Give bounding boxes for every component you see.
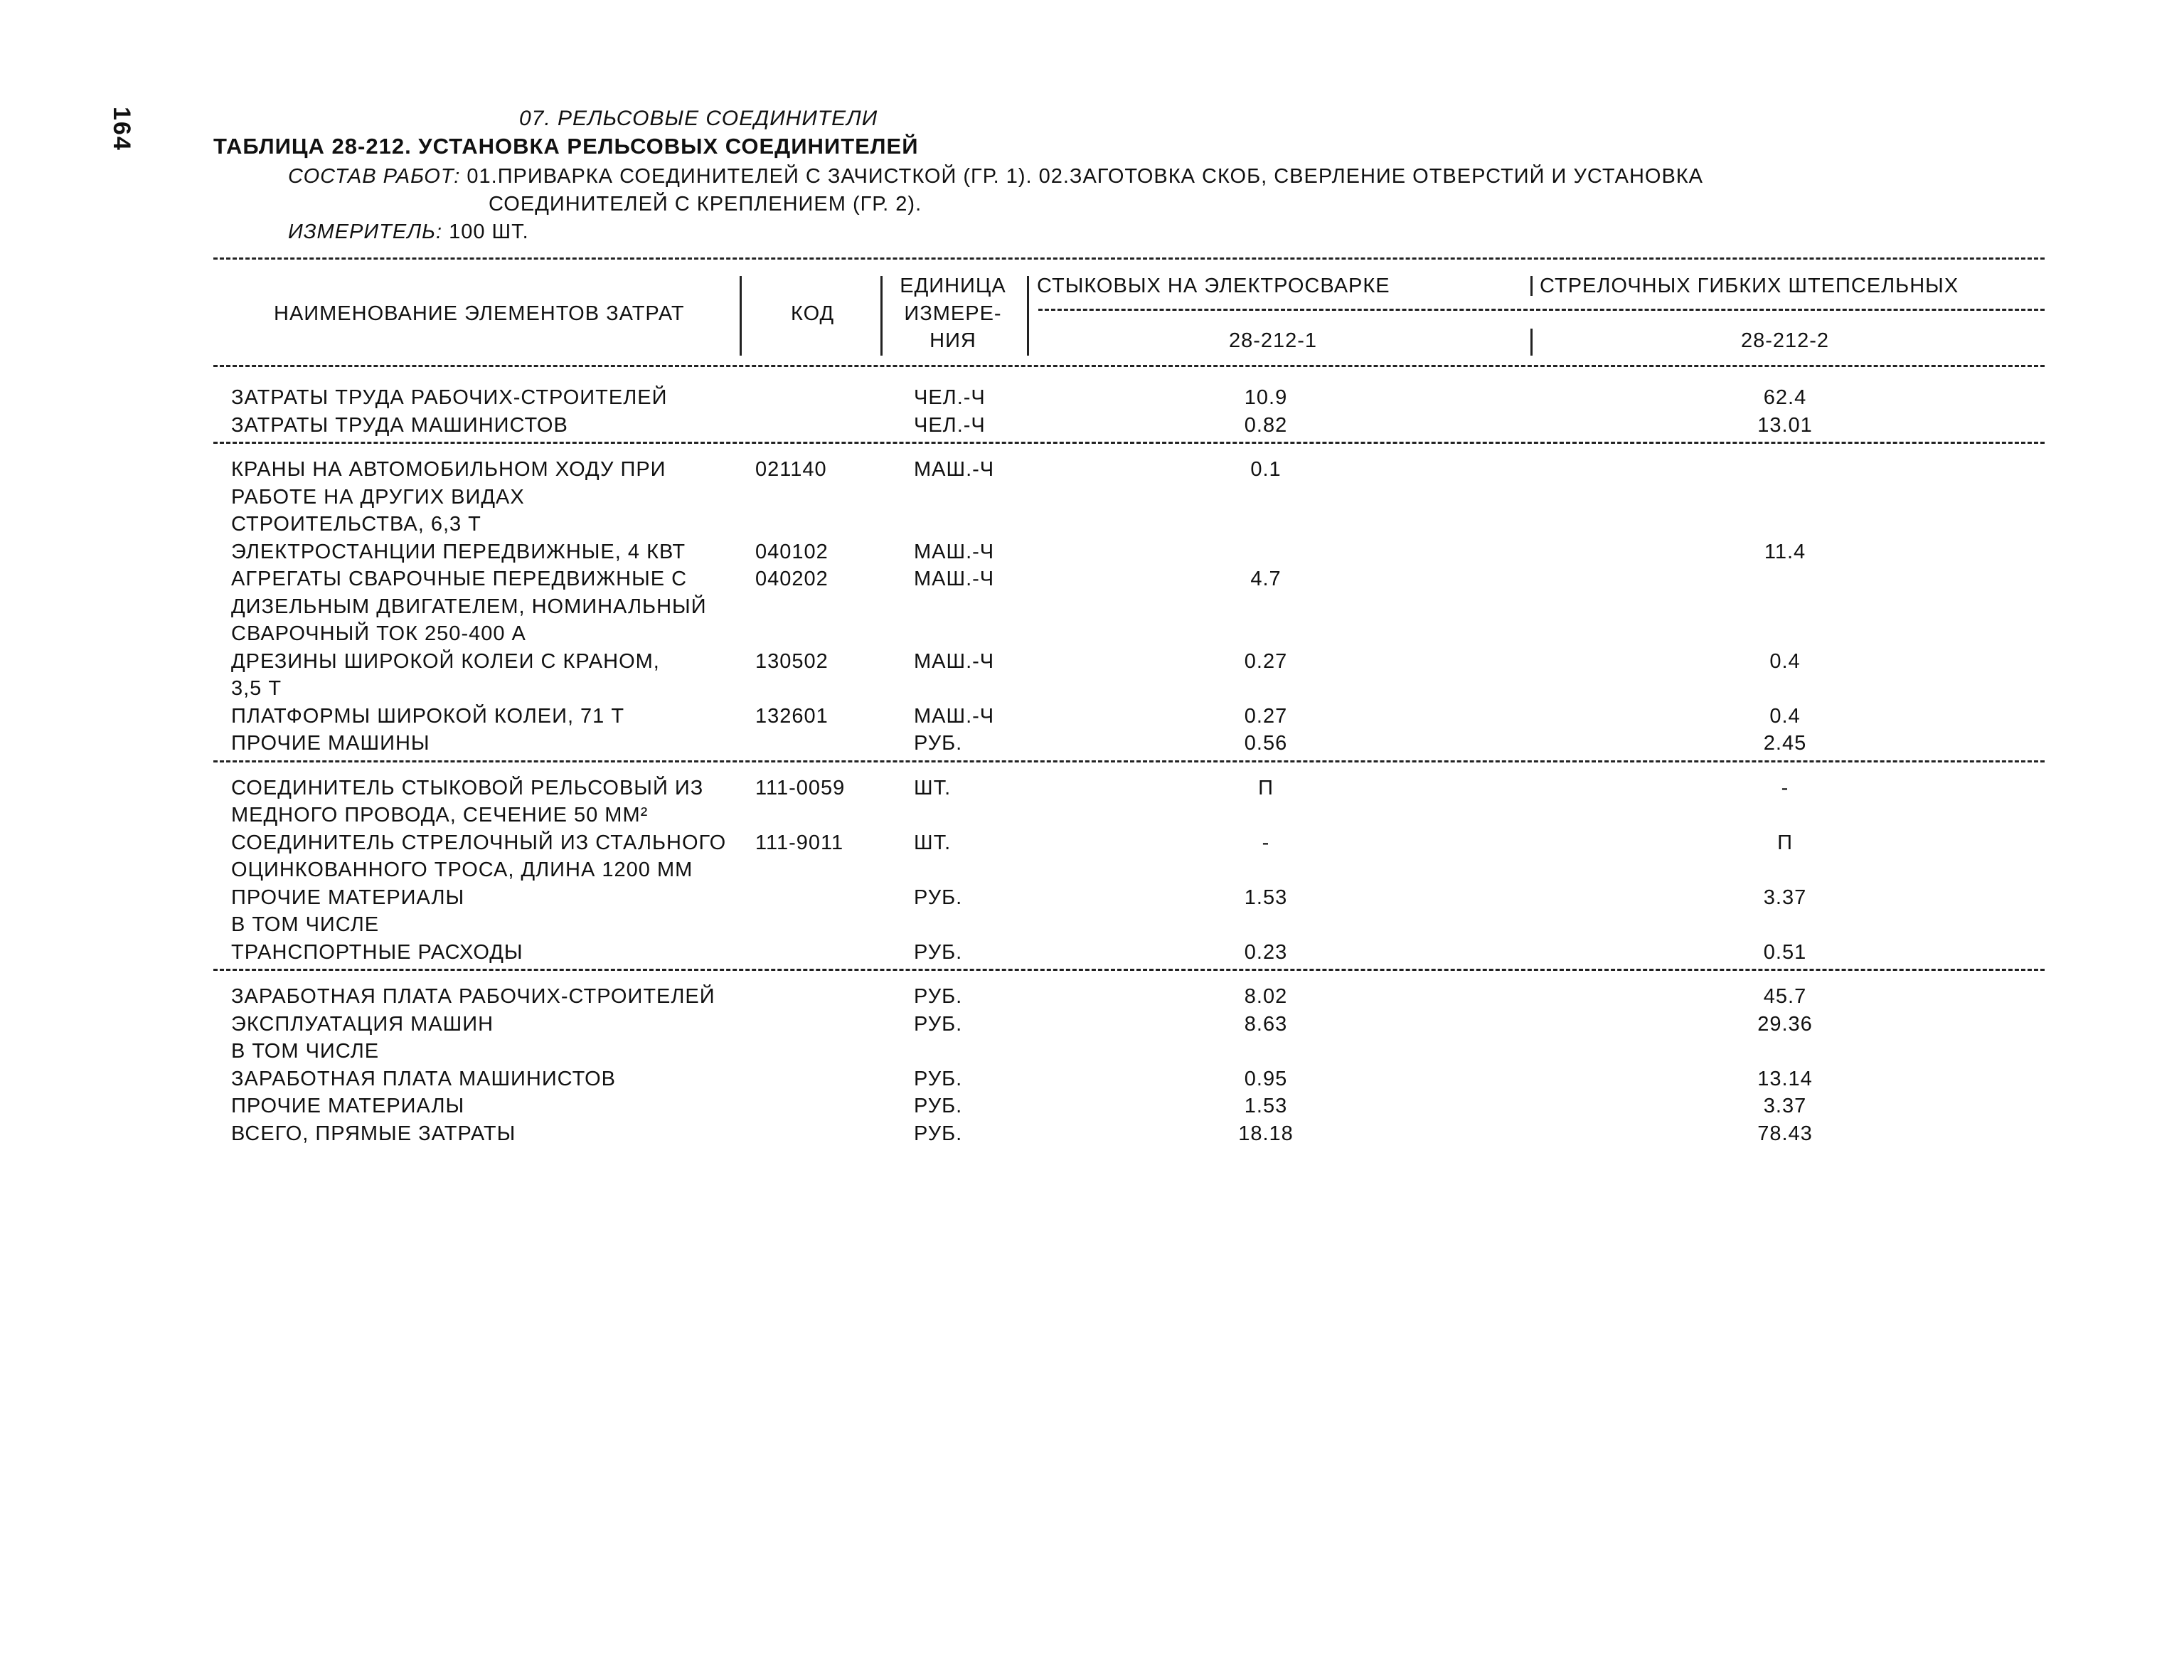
row-name: ЗАТРАТЫ ТРУДА РАБОЧИХ-СТРОИТЕЛЕЙ [231, 386, 668, 409]
header-column-1: СТЫКОВЫХ НА ЭЛЕКТРОСВАРКЕ [1037, 275, 1390, 297]
row-name: В ТОМ ЧИСЛЕ [231, 913, 380, 936]
work-composition-line-1 [288, 165, 1703, 188]
row-value-2: 13.01 [1757, 413, 1813, 437]
row-code: 040102 [755, 540, 829, 563]
row-value-1: 0.1 [1250, 458, 1282, 481]
row-value-2: 2.45 [1763, 732, 1807, 755]
row-value-1: 18.18 [1238, 1122, 1294, 1145]
row-unit: РУБ. [914, 1122, 963, 1145]
header-top-rule [213, 257, 2045, 260]
row-value-1: 10.9 [1244, 386, 1288, 409]
header-column-2: СТРЕЛОЧНЫХ ГИБКИХ ШТЕПСЕЛЬНЫХ [1540, 275, 1959, 297]
row-value-1: 0.27 [1244, 649, 1288, 673]
row-name: СВАРОЧНЫЙ ТОК 250-400 А [231, 622, 526, 645]
row-name: МЕДНОГО ПРОВОДА, СЕЧЕНИЕ 50 ММ² [231, 804, 649, 826]
measure-line [288, 220, 529, 244]
row-unit: ЧЕЛ.-Ч [914, 386, 986, 409]
row-name: ПЛАТФОРМЫ ШИРОКОЙ КОЛЕИ, 71 Т [231, 704, 625, 728]
row-name: СОЕДИНИТЕЛЬ СТЫКОВОЙ РЕЛЬСОВЫЙ ИЗ [231, 776, 704, 799]
row-name: 3,5 Т [231, 677, 282, 700]
header-divider [1530, 329, 1533, 356]
row-value-2: 62.4 [1763, 386, 1807, 409]
work-composition-label: СОСТАВ РАБОТ: [288, 165, 461, 188]
group-separator [213, 969, 2045, 971]
row-value-2: П [1777, 831, 1793, 854]
row-unit: РУБ. [914, 985, 963, 1008]
header-divider [1530, 276, 1533, 296]
table-title: ТАБЛИЦА 28-212. УСТАНОВКА РЕЛЬСОВЫХ СОЕДИНИТЕЛЕЙ [213, 134, 919, 159]
header-unit-1: ЕДИНИЦА [900, 275, 1006, 297]
row-value-2: 0.4 [1769, 649, 1801, 673]
page-number: 164 [108, 107, 135, 151]
header-unit-3: НИЯ [929, 329, 976, 352]
row-unit: РУБ. [914, 940, 963, 964]
row-unit: РУБ. [914, 1095, 963, 1117]
header-name: НАИМЕНОВАНИЕ ЭЛЕМЕНТОВ ЗАТРАТ [274, 302, 685, 325]
row-value-1: П [1258, 776, 1274, 799]
row-name: ЗАТРАТЫ ТРУДА МАШИНИСТОВ [231, 413, 568, 437]
row-unit: РУБ. [914, 1012, 963, 1036]
header-code: КОД [791, 302, 835, 325]
header-divider [880, 276, 883, 356]
row-unit: ЧЕЛ.-Ч [914, 413, 986, 437]
row-value-1: 4.7 [1250, 568, 1282, 590]
row-name: СТРОИТЕЛЬСТВА, 6,3 Т [231, 513, 481, 536]
row-value-2: 45.7 [1763, 985, 1807, 1008]
row-name: ВСЕГО, ПРЯМЫЕ ЗАТРАТЫ [231, 1122, 516, 1145]
row-value-1: 0.56 [1244, 732, 1288, 755]
row-unit: МАШ.-Ч [914, 540, 995, 563]
row-name: ЭЛЕКТРОСТАНЦИИ ПЕРЕДВИЖНЫЕ, 4 КВТ [231, 540, 686, 563]
row-value-2: 3.37 [1763, 1095, 1807, 1117]
row-name: ОЦИНКОВАННОГО ТРОСА, ДЛИНА 1200 ММ [231, 858, 693, 881]
row-value-1: 8.02 [1244, 985, 1288, 1008]
row-name: ЗАРАБОТНАЯ ПЛАТА МАШИНИСТОВ [231, 1067, 616, 1090]
row-value-2: 29.36 [1757, 1012, 1813, 1036]
measure-value: 100 ШТ. [449, 220, 529, 243]
header-column-1-code: 28-212-1 [1228, 329, 1318, 352]
row-value-2: 78.43 [1757, 1122, 1813, 1145]
row-unit: МАШ.-Ч [914, 704, 995, 728]
group-separator [213, 442, 2045, 444]
row-unit: РУБ. [914, 1067, 963, 1090]
row-unit: РУБ. [914, 732, 963, 755]
row-code: 021140 [755, 458, 827, 481]
measure-label: ИЗМЕРИТЕЛЬ: [288, 220, 443, 243]
row-name: ТРАНСПОРТНЫЕ РАСХОДЫ [231, 940, 523, 964]
row-value-1: 0.95 [1244, 1067, 1288, 1090]
row-name: ПРОЧИЕ МАШИНЫ [231, 732, 430, 755]
header-mid-rule [1038, 309, 2045, 311]
row-unit: ШТ. [914, 831, 952, 854]
header-column-2-code: 28-212-2 [1740, 329, 1830, 352]
row-value-2: - [1781, 776, 1789, 799]
row-name: АГРЕГАТЫ СВАРОЧНЫЕ ПЕРЕДВИЖНЫЕ С [231, 568, 688, 590]
row-unit: МАШ.-Ч [914, 649, 995, 673]
row-value-2: 11.4 [1764, 540, 1806, 563]
row-name: В ТОМ ЧИСЛЕ [231, 1040, 380, 1063]
row-unit: ШТ. [914, 776, 952, 799]
row-name: ЭКСПЛУАТАЦИЯ МАШИН [231, 1012, 494, 1036]
work-composition-line-2: СОЕДИНИТЕЛЕЙ С КРЕПЛЕНИЕМ (ГР. 2). [489, 193, 922, 216]
row-value-2: 3.37 [1763, 886, 1807, 909]
row-name: ДИЗЕЛЬНЫМ ДВИГАТЕЛЕМ, НОМИНАЛЬНЫЙ [231, 595, 707, 618]
row-name: ПРОЧИЕ МАТЕРИАЛЫ [231, 1095, 465, 1117]
row-name: ДРЕЗИНЫ ШИРОКОЙ КОЛЕИ С КРАНОМ, [231, 649, 660, 673]
header-bottom-rule [213, 365, 2045, 367]
row-value-1: 1.53 [1244, 1095, 1288, 1117]
row-code: 040202 [755, 568, 829, 590]
row-value-1: 8.63 [1244, 1012, 1288, 1036]
row-unit: РУБ. [914, 886, 963, 909]
row-value-1: 1.53 [1244, 886, 1288, 909]
group-separator [213, 760, 2045, 762]
row-value-2: 0.4 [1769, 704, 1801, 728]
header-unit-2: ИЗМЕРЕ- [904, 302, 1002, 325]
row-value-1: - [1262, 831, 1270, 854]
row-code: 111-0059 [755, 776, 846, 799]
header-divider [1027, 276, 1029, 356]
work-composition-text: 01.ПРИВАРКА СОЕДИНИТЕЛЕЙ С ЗАЧИСТКОЙ (ГР. 1). 02.ЗАГОТОВКА СКОБ, СВЕРЛЕНИЕ ОТВЕРСТИЙ И УСТАНОВКА [467, 165, 1704, 188]
row-code: 132601 [755, 704, 829, 728]
row-unit: МАШ.-Ч [914, 458, 995, 481]
header-divider [740, 276, 742, 356]
row-unit: МАШ.-Ч [914, 568, 995, 590]
section-title: 07. РЕЛЬСОВЫЕ СОЕДИНИТЕЛИ [519, 107, 878, 130]
row-code: 111-9011 [755, 831, 844, 854]
row-value-2: 0.51 [1763, 940, 1807, 964]
row-name: ЗАРАБОТНАЯ ПЛАТА РАБОЧИХ-СТРОИТЕЛЕЙ [231, 985, 715, 1008]
row-code: 130502 [755, 649, 829, 673]
row-value-2: 13.14 [1757, 1067, 1813, 1090]
row-name: ПРОЧИЕ МАТЕРИАЛЫ [231, 886, 465, 909]
row-name: СОЕДИНИТЕЛЬ СТРЕЛОЧНЫЙ ИЗ СТАЛЬНОГО [231, 831, 727, 854]
row-name: РАБОТЕ НА ДРУГИХ ВИДАХ [231, 485, 525, 509]
row-value-1: 0.27 [1244, 704, 1288, 728]
row-value-1: 0.82 [1244, 413, 1288, 437]
row-value-1: 0.23 [1244, 940, 1288, 964]
row-name: КРАНЫ НА АВТОМОБИЛЬНОМ ХОДУ ПРИ [231, 458, 666, 481]
